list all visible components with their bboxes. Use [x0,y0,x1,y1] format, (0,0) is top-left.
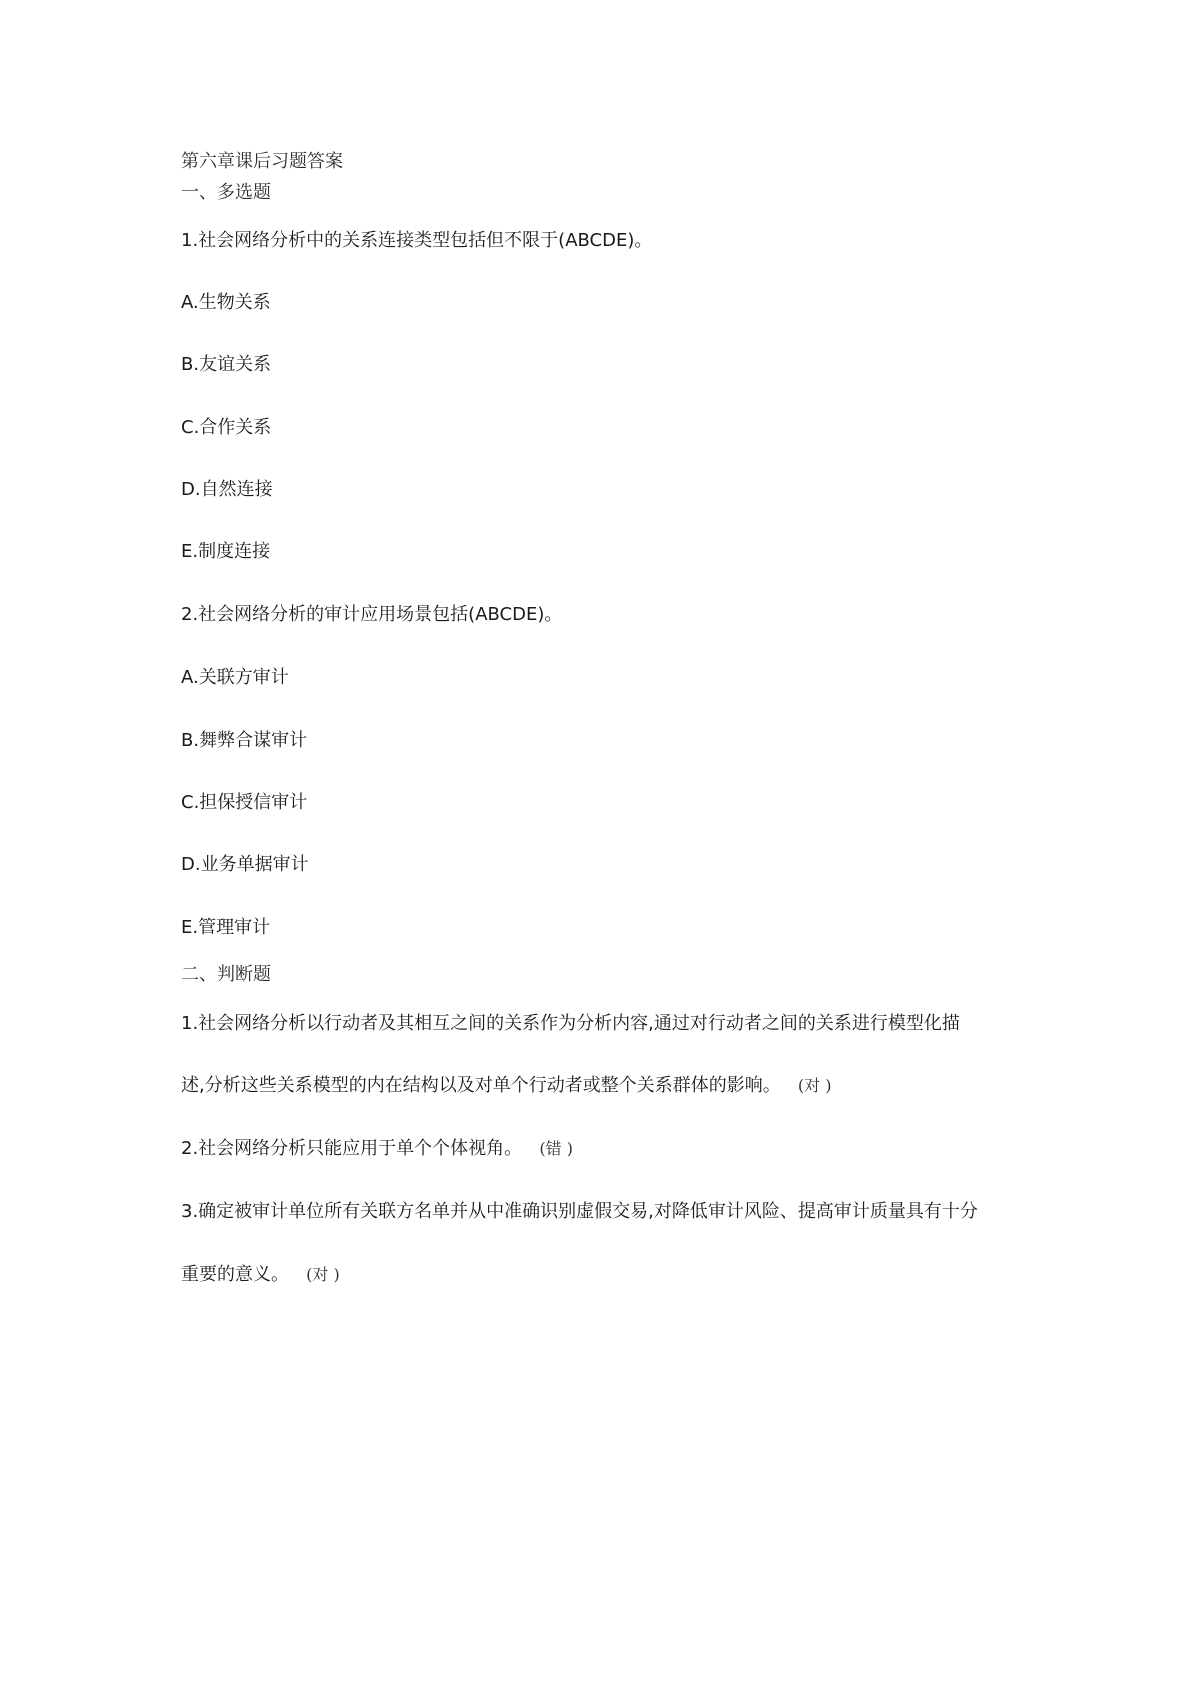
tf-question-3-text: 重要的意义。 [181,1264,289,1285]
tf-question-2-answer: (错 ) [539,1139,573,1158]
question-1-option-c: C.合作关系 [181,417,272,438]
question-2-option-a: A.关联方审计 [181,667,289,688]
question-2-option-e: E.管理审计 [181,917,271,938]
document-title: 第六章课后习题答案 [181,151,343,172]
question-1-option-a: A.生物关系 [181,292,271,313]
tf-question-1-answer: (对 ) [797,1076,832,1095]
tf-question-2-line-1 [181,1137,573,1161]
section-heading-multiple-choice: 一、多选题 [181,182,271,203]
question-1-option-e: E.制度连接 [181,541,271,562]
tf-question-3-answer: (对 ) [306,1265,340,1284]
question-2-option-b: B.舞弊合谋审计 [181,730,308,751]
question-2-option-d: D.业务单据审计 [181,854,309,875]
question-2-option-c: C.担保授信审计 [181,792,308,813]
tf-question-1-line-2 [181,1074,831,1098]
question-1-option-b: B.友谊关系 [181,354,272,375]
tf-question-1-text: 述,分析这些关系模型的内在结构以及对单个行动者或整个关系群体的影响。 [181,1075,781,1096]
tf-question-1-line-1: 1.社会网络分析以行动者及其相互之间的关系作为分析内容,通过对行动者之间的关系进行模型化描 [181,1013,960,1034]
question-2-stem: 2.社会网络分析的审计应用场景包括(ABCDE)。 [181,604,563,625]
tf-question-3-line-2 [181,1263,340,1287]
tf-question-3-line-1: 3.确定被审计单位所有关联方名单并从中准确识别虚假交易,对降低审计风险、提高审计质量具有十分 [181,1201,978,1222]
tf-question-2-text: 2.社会网络分析只能应用于单个个体视角。 [181,1138,523,1159]
question-1-option-d: D.自然连接 [181,479,273,500]
section-heading-true-false: 二、判断题 [181,964,271,985]
question-1-stem: 1.社会网络分析中的关系连接类型包括但不限于(ABCDE)。 [181,230,653,251]
